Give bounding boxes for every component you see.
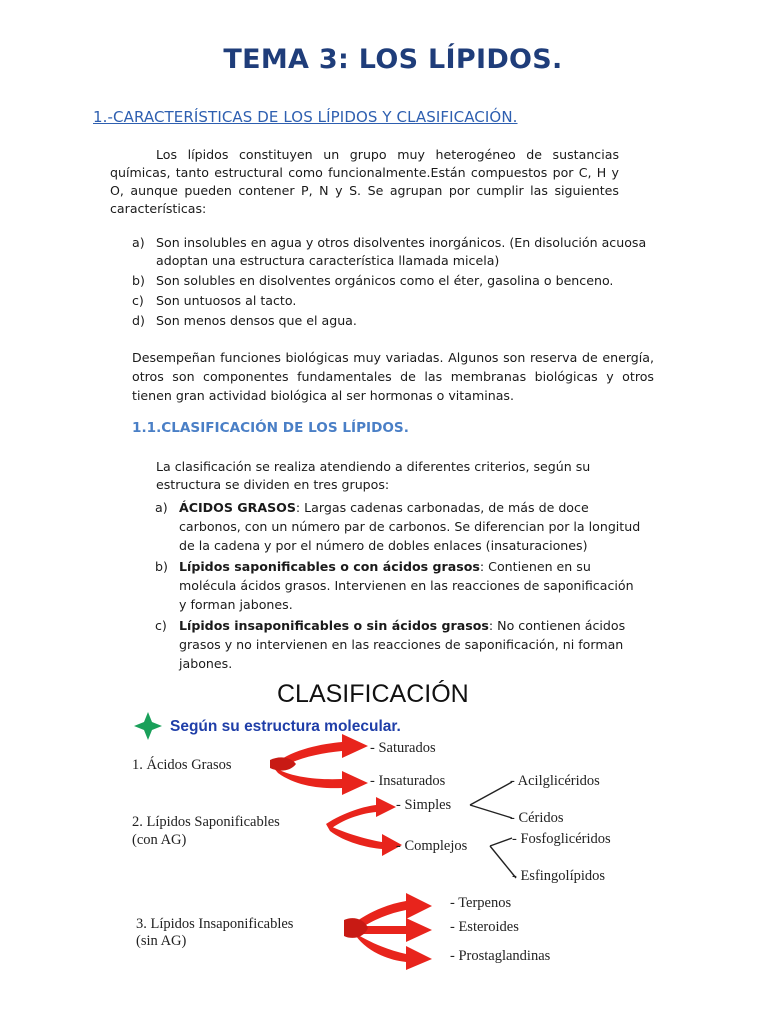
arrow-icon — [344, 893, 432, 970]
list-marker: a) — [132, 235, 145, 250]
classification-diagram — [120, 672, 660, 972]
label-insaturados: - Insaturados — [370, 773, 446, 789]
group-term: Lípidos insaponificables o sin ácidos grasos — [179, 618, 489, 633]
list-item — [132, 312, 652, 330]
star-icon — [134, 712, 162, 740]
group-term: ÁCIDOS GRASOS — [179, 500, 296, 515]
list-item-text: Son menos densos que el agua. — [156, 313, 357, 328]
arrow-icon — [270, 734, 368, 795]
intro-paragraph-text: Los lípidos constituyen un grupo muy heterogéneo de sustancias químicas, tanto estructural como funcionalmente.Están compuestos por C, H y O, aunque pueden contener P, N y S. Se agrupan por cumplir las siguientes características: — [110, 147, 619, 216]
arrow-icon — [326, 797, 402, 856]
list-marker: c) — [155, 618, 167, 633]
group-term: Lípidos saponificables o con ácidos grasos — [179, 559, 480, 574]
label-ceridos: - Céridos — [510, 810, 564, 826]
functions-paragraph: Desempeñan funciones biológicas muy variadas. Algunos son reserva de energía, otros son componentes fundamentales de las membranas biológicas y otros tienen gran actividad biológica al ser hormonas o vitaminas. — [132, 350, 654, 403]
diagram-subtitle: Según su estructura molecular. — [170, 718, 401, 735]
label-simples: - Simples — [396, 797, 452, 813]
group-label-insaponificables: 3. Lípidos Insaponificables — [136, 916, 294, 932]
classification-intro: La clasificación se realiza atendiendo a diferentes criterios, según su estructura se dividen en tres grupos: — [156, 459, 591, 492]
group-label-insaponificables-note: (sin AG) — [136, 933, 187, 949]
list-marker: a) — [155, 500, 168, 515]
list-item — [132, 272, 652, 290]
characteristics-list — [132, 234, 652, 332]
group-label-acidos-grasos: 1. Ácidos Grasos — [132, 757, 232, 773]
group-label-saponificables-note: (con AG) — [132, 832, 187, 848]
label-acilgliceridos: - Acilglicéridos — [510, 773, 600, 789]
classification-diagram-svg — [120, 672, 660, 972]
document-title: TEMA 3: LOS LÍPIDOS. — [223, 44, 563, 75]
list-item — [132, 234, 652, 270]
list-item-text: Son untuosos al tacto. — [156, 293, 297, 308]
group-description: : No contienen ácidos grasos y no intervienen en las reacciones de saponificación, ni forman jabones. — [179, 618, 626, 671]
label-esfingolipidos: - Esfingolípidos — [512, 868, 606, 884]
label-complejos: - Complejos — [396, 838, 468, 854]
list-item — [155, 557, 645, 614]
label-prostaglandinas: - Prostaglandinas — [450, 948, 551, 964]
section-heading-characteristics: 1.-CARACTERÍSTICAS DE LOS LÍPIDOS Y CLASIFICACIÓN. — [93, 108, 518, 126]
label-esteroides: - Esteroides — [450, 919, 519, 935]
diagram-title: CLASIFICACIÓN — [277, 680, 469, 708]
intro-paragraph — [110, 146, 619, 218]
group-description: : Contienen en su molécula ácidos grasos. Intervienen en las reacciones de saponificación y forman jabones. — [179, 559, 634, 612]
label-fosfogliceridos: - Fosfoglicéridos — [512, 831, 611, 847]
list-marker: d) — [132, 313, 145, 328]
group-description: : Largas cadenas carbonadas, de más de doce carbonos, con un número par de carbonos. Se diferencian por la longitud de la cadena y por el número de dobles enlaces (insaturaciones) — [179, 500, 641, 553]
subsection-heading-classification: 1.1.CLASIFICACIÓN DE LOS LÍPIDOS. — [132, 420, 409, 436]
groups-list — [155, 498, 645, 675]
list-item — [155, 498, 645, 555]
label-saturados: - Saturados — [370, 740, 436, 756]
list-marker: b) — [155, 559, 168, 574]
label-terpenos: - Terpenos — [450, 895, 512, 911]
list-marker: b) — [132, 273, 145, 288]
group-label-saponificables: 2. Lípidos Saponificables — [132, 814, 280, 830]
list-item — [155, 616, 645, 673]
list-item — [132, 292, 652, 310]
branch-lines-simples — [470, 782, 512, 818]
list-item-text: Son insolubles en agua y otros disolventes inorgánicos. (En disolución acuosa adoptan una estructura característica llamada micela) — [156, 235, 647, 268]
list-item-text: Son solubles en disolventes orgánicos como el éter, gasolina o benceno. — [156, 273, 614, 288]
list-marker: c) — [132, 293, 144, 308]
